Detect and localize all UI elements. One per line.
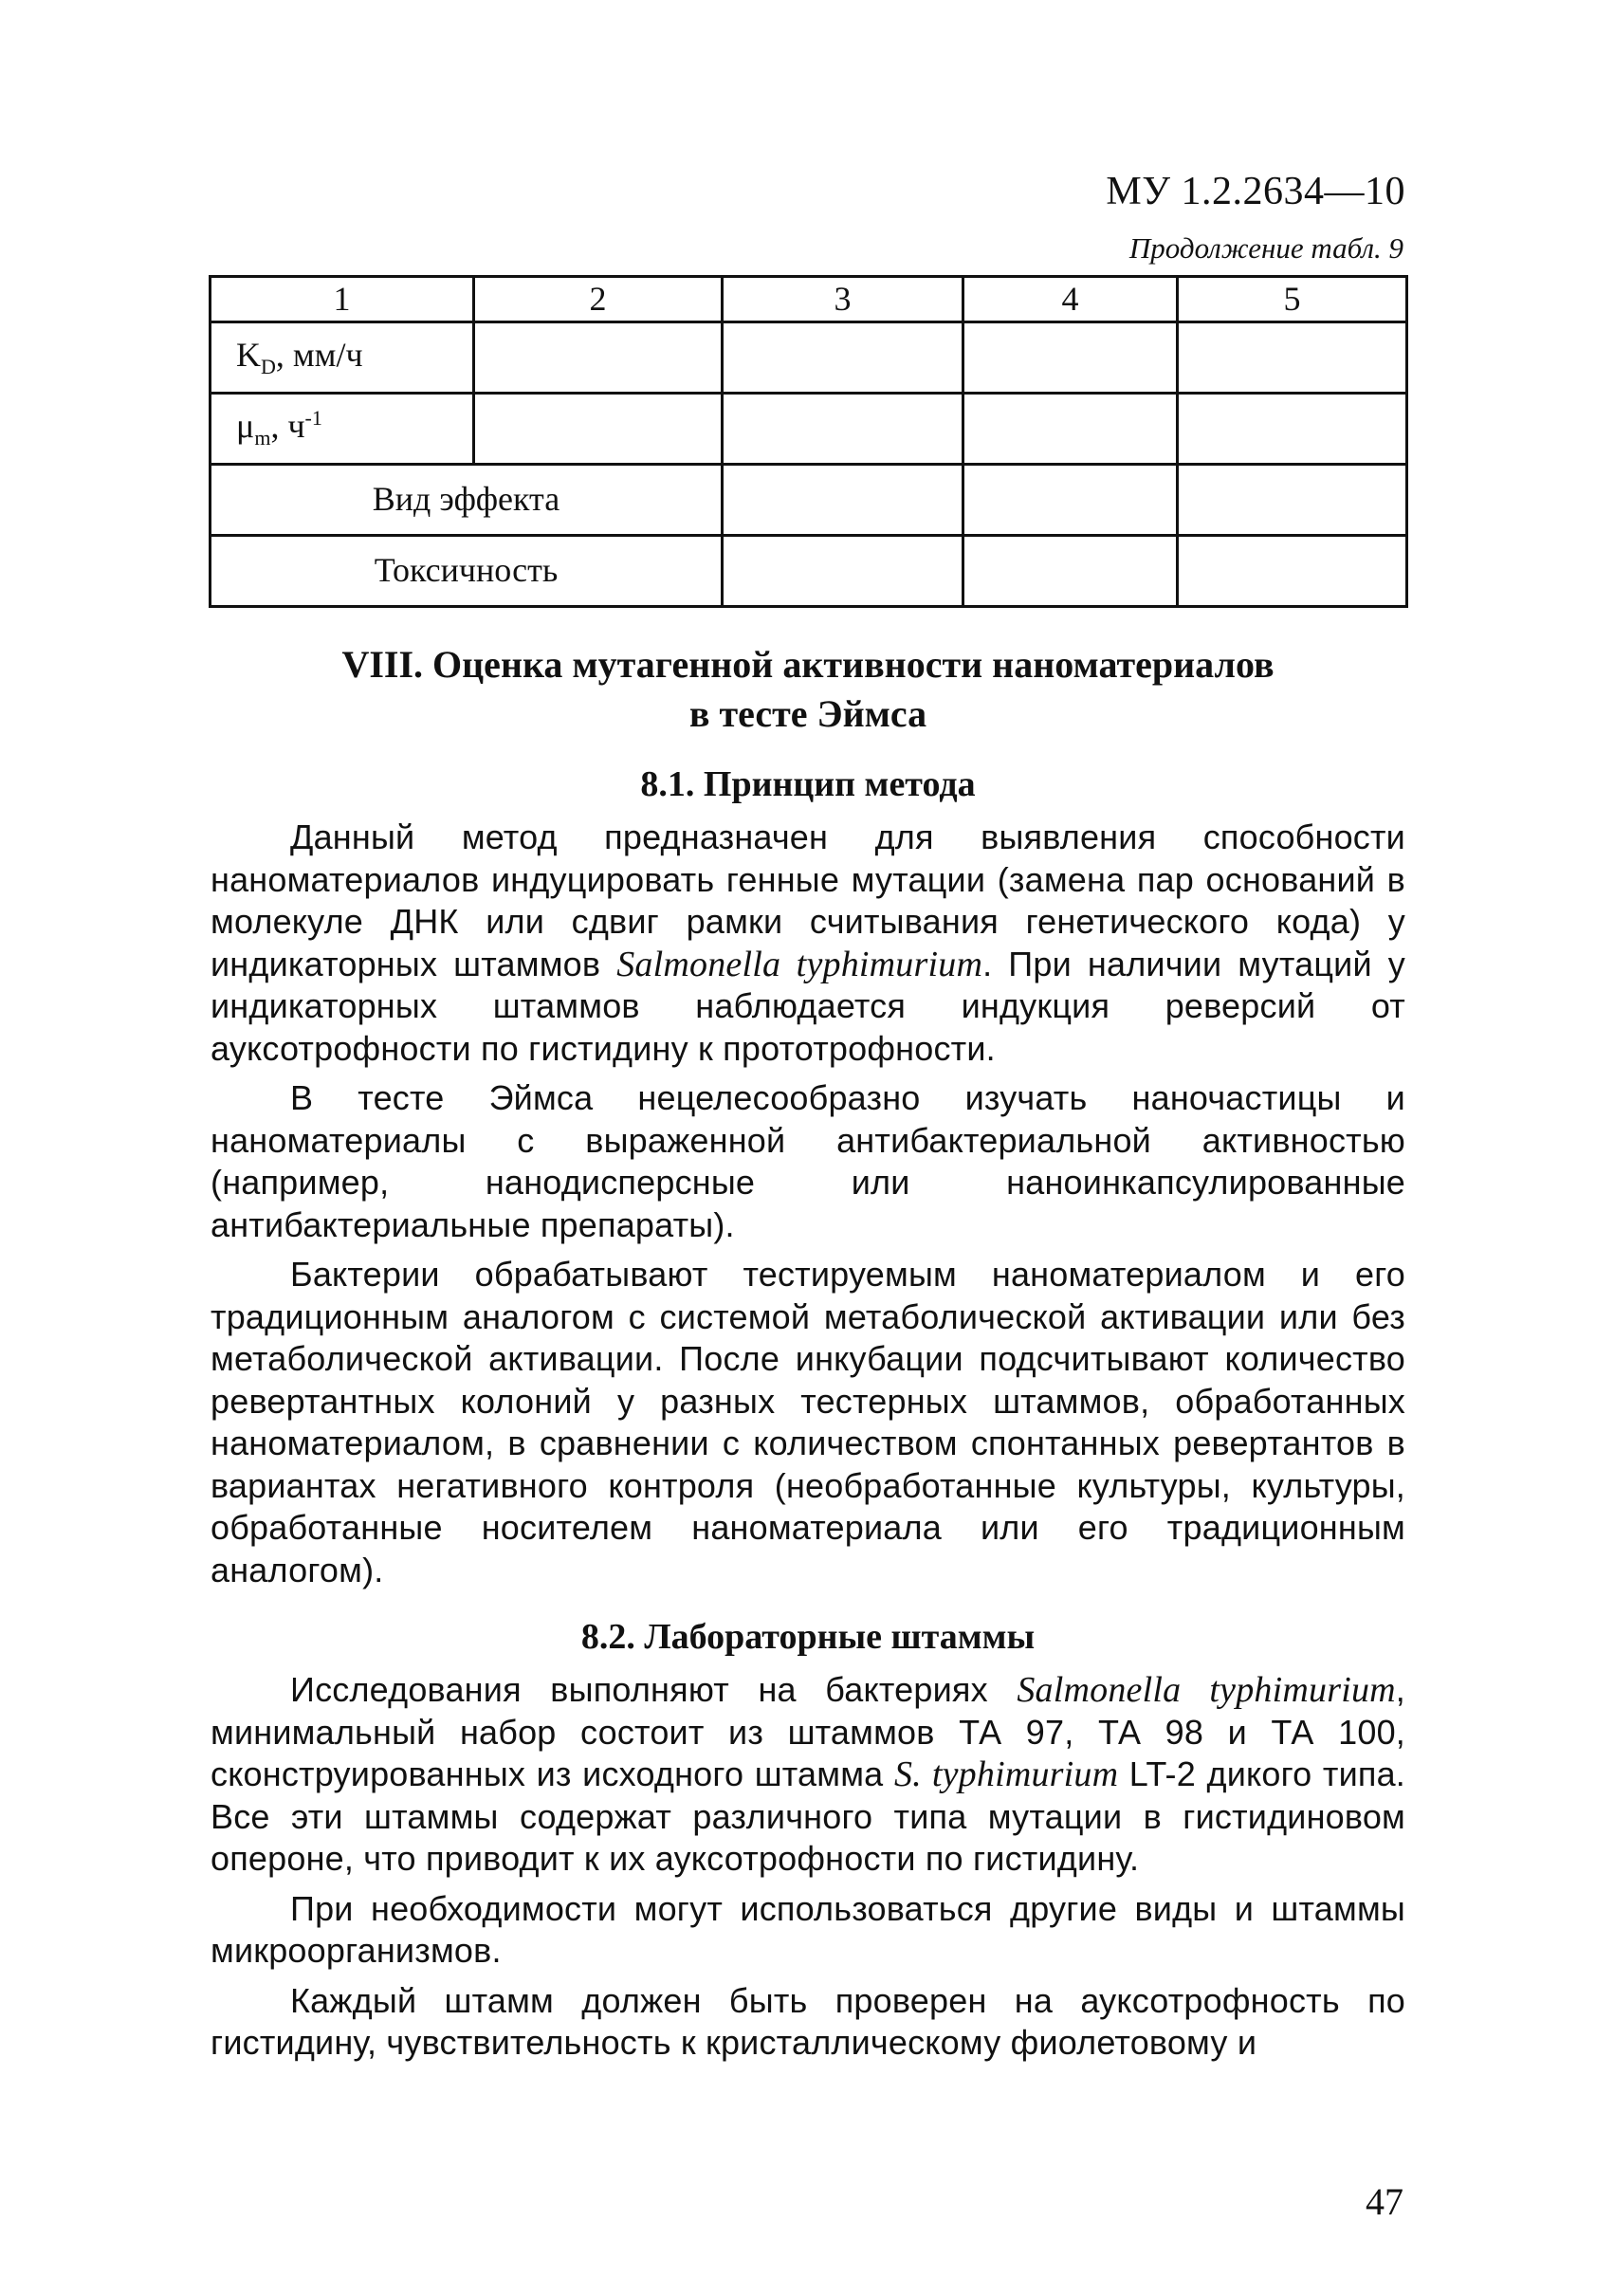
table-cell (963, 536, 1178, 607)
table-cell (1178, 536, 1407, 607)
table-cell (1178, 322, 1407, 394)
paragraph-other-strains: При необходимости могут использоваться другие виды и штаммы микроорганизмов. (211, 1888, 1405, 1970)
section-title-line-2: в тесте Эймса (688, 692, 927, 735)
subsection-title-8-2: 8.2. Лабораторные штаммы (580, 1617, 1036, 1657)
page-number: 47 (1366, 2180, 1403, 2223)
paragraph-strain-verification: Каждый штамм должен быть проверен на ауксотрофность по гистидину, чувствительность к кристаллическому фиолетовому и (211, 1980, 1405, 2062)
main-content (211, 640, 1405, 2072)
table-cell (963, 465, 1178, 536)
document-code: МУ 1.2.2634—10 (1106, 170, 1405, 213)
section-title-line-1: VIII. Оценка мутагенной активности наноматериалов (341, 643, 1275, 686)
row-label-toxicity: Токсичность (211, 536, 723, 607)
column-header-1: 1 (211, 277, 474, 322)
table-cell (723, 465, 963, 536)
table-cell (723, 322, 963, 394)
table-cell (723, 394, 963, 465)
data-table (209, 275, 1408, 608)
table-cell (474, 394, 723, 465)
column-header-2: 2 (474, 277, 723, 322)
column-header-4: 4 (963, 277, 1178, 322)
row-label-effect-type: Вид эффекта (211, 465, 723, 536)
table-row-effect-type (211, 465, 1407, 536)
table-cell (963, 322, 1178, 394)
table-continuation-caption: Продолжение табл. 9 (1128, 231, 1403, 265)
table-row-toxicity (211, 536, 1407, 607)
table-header-row (211, 277, 1407, 322)
paragraph-method-principle: Данный метод предназначен для выявления способности наноматериалов индуцировать генные мутации (замена пар оснований в молекуле ДНК или сдвиг рамки считывания генетического кода) у индикаторных штаммов Salmonella typhimurium. При наличии мутаций у индикаторных штаммов наблюдается индукция реверсий от ауксотрофности по гистидину к прототрофности. (211, 817, 1405, 1068)
row-label-kd: $K_D$, мм/ч (211, 322, 474, 394)
table-cell (474, 322, 723, 394)
table-row-kd (211, 322, 1407, 394)
table-cell (1178, 465, 1407, 536)
column-header-3: 3 (723, 277, 963, 322)
table-cell (1178, 394, 1407, 465)
row-label-mu: $\mu_m$, $ч^{-1}$ (211, 394, 474, 465)
paragraph-strains: Исследования выполняют на бактериях Salmonella typhimurium, минимальный набор состоит из штаммов ТА 97, ТА 98 и ТА 100, сконструированных из исходного штамма S. typhimurium LT-2 дикого типа. Все эти штаммы содержат различного типа мутации в гистидиновом опероне, что приводит к их ауксотрофности по гистидину. (211, 1670, 1405, 1878)
column-header-5: 5 (1178, 277, 1407, 322)
subsection-title-8-1: 8.1. Принцип метода (640, 764, 976, 804)
paragraph-ames-limitations: В тесте Эймса нецелесообразно изучать наночастицы и наноматериалы с выраженной антибактериальной активностью (например, нанодисперсные или наноинкапсулированные антибактериальные препараты). (211, 1078, 1405, 1244)
table-row-mu (211, 394, 1407, 465)
paragraph-bacteria-treatment: Бактерии обрабатывают тестируемым наноматериалом и его традиционным аналогом с системой метаболической активации или без метаболической активации. После инкубации подсчитывают количество ревертантных колоний у разных тестерных штаммов, обработанных наноматериалом, в сравнении с количеством спонтанных ревертантов в вариантах негативного контроля (необработанные культуры, культуры, обработанные носителем наноматериала или его традиционным аналогом). (211, 1255, 1405, 1589)
section-title (211, 640, 1405, 739)
table-cell (963, 394, 1178, 465)
table-cell (723, 536, 963, 607)
